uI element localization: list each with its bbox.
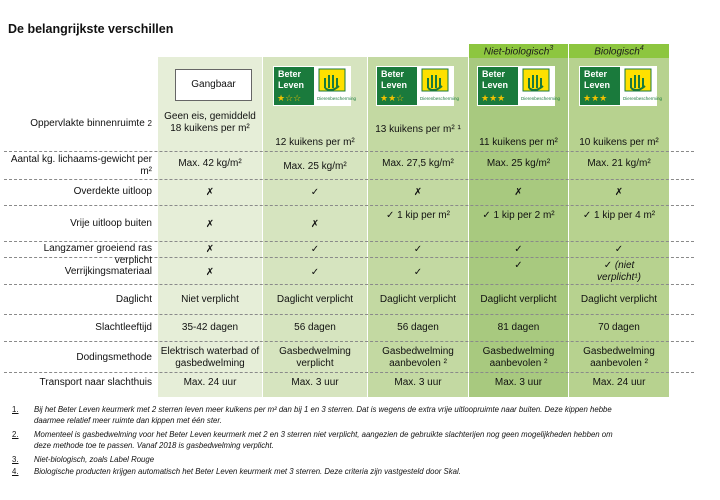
row-label-overdekte-uitloop: Overdekte uitloop [73, 186, 152, 197]
cell-verrijking-bio: ✓ (niet verplicht¹) [597, 260, 641, 283]
cell-overdekte-bl2: ✗ [413, 187, 423, 198]
beter-leven-logo-3-star-niet-bio [477, 66, 561, 106]
cell-overdekte-bl1: ✓ [310, 187, 320, 198]
cell-slacht-bl2: 56 dagen [397, 322, 439, 333]
cell-doding-bl2: Gasbedwelming aanbevolen ² [382, 346, 454, 369]
logo-sub: Dierenbescherming [623, 96, 663, 101]
cell-daglicht-gangbaar: Niet verplicht [181, 294, 239, 305]
cell-vrije-bl3: ✓ 1 kip per 2 m² [482, 210, 555, 221]
row-separator [4, 241, 694, 242]
cell-vrije-bio: ✓ 1 kip per 4 m² [582, 210, 656, 221]
logo-text-line2: Leven [278, 80, 305, 90]
cell-oppervlakte-bl2: 13 kuikens per m² ¹ [375, 124, 461, 135]
beter-leven-logo-3-star-bio [579, 66, 663, 106]
header-niet-bio-text: Niet-biologisch [483, 46, 550, 58]
row-label-slachtleeftijd: Slachtleeftijd [95, 322, 152, 333]
cell-transport-gangbaar: Max. 24 uur [183, 377, 237, 388]
logo-sub: Dierenbescherming [521, 96, 561, 101]
logo-sub: Dierenbescherming [317, 96, 357, 101]
header-biologisch [569, 45, 669, 57]
logo-sub: Dierenbescherming [420, 96, 460, 101]
footnote-number: 3. [12, 455, 19, 464]
logo-text-line1: Beter [278, 69, 302, 79]
footnote-text: Bij het Beter Leven keurmerk met 2 sterren leven meer kuikens per m² dan bij 1 en 3 sterren. Dat is wegens de extra vrije uitloopruimte naar buiten. Deze kippen hebbe [34, 405, 612, 414]
cell-oppervlakte-bl3: 11 kuikens per m² [479, 137, 558, 148]
cell-verrijking-bl1: ✓ [310, 267, 320, 278]
cell-overdekte-gangbaar: ✗ [205, 187, 215, 198]
footnote-number: 1. [12, 405, 19, 414]
cell-ras-bl1: ✓ [310, 244, 320, 255]
row-separator [4, 179, 694, 180]
footnote-text: Biologische producten krijgen automatisch het Beter Leven keurmerk met 3 sterren. Deze criteria zijn vastgesteld door Skal. [34, 467, 461, 476]
page-title: De belangrijkste verschillen [8, 22, 174, 36]
cell-oppervlakte-bio: 10 kuikens per m² [579, 137, 659, 148]
cell-kg-bio: Max. 21 kg/m² [587, 158, 651, 169]
footnote-text: Momenteel is gasbedwelming voor het Beter Leven keurmerk met 2 en 3 sterren niet verplicht, aangezien de gebruikte slachterijen nog geen mogelijkheden hebben om [34, 430, 613, 439]
footnote-text: Niet-biologisch, zoals Label Rouge [34, 455, 155, 464]
row-label-text: Oppervlakte binnenruimte [30, 118, 145, 129]
cell-slacht-bl3: 81 dagen [497, 322, 540, 333]
footnote-number: 4. [12, 467, 19, 476]
row-separator [4, 205, 694, 206]
cell-oppervlakte-bl1: 12 kuikens per m² [275, 137, 355, 148]
header-gangbaar: Gangbaar [175, 69, 252, 101]
cell-ras-bl2: ✓ [413, 244, 423, 255]
logo-text-line2: Leven [381, 80, 408, 90]
cell-ras-gangbaar: ✗ [205, 244, 215, 255]
header-niet-bio-sup: 3 [549, 45, 554, 52]
beter-leven-logo-2-star [376, 66, 460, 106]
cell-daglicht-bl3: Daglicht verplicht [480, 294, 557, 305]
logo-stars: ★★★ [481, 94, 506, 104]
header-bio-text: Biologisch [594, 46, 640, 58]
cell-vrije-bl1: ✗ [310, 219, 320, 230]
footnote-text-cont: daarmee relatief meer ruimte dan kippen met één ster. [34, 416, 222, 425]
cell-transport-bl3: Max. 3 uur [494, 377, 543, 388]
cell-kg-bl3: Max. 25 kg/m² [486, 158, 551, 169]
header-bio-sup: 4 [639, 45, 644, 52]
cell-transport-bio: Max. 24 uur [592, 377, 646, 388]
row-separator [4, 341, 694, 342]
beter-leven-logo-1-star [273, 66, 357, 106]
cell-slacht-gangbaar: 35-42 dagen [181, 322, 239, 333]
row-label-langzamer-ras: Langzamer groeiend ras verplicht [43, 243, 152, 266]
header-niet-biologisch [469, 45, 568, 57]
cell-kg-gangbaar: Max. 42 kg/m² [178, 158, 242, 169]
cell-daglicht-bl2: Daglicht verplicht [379, 294, 457, 305]
row-label-sup: 2 [147, 119, 152, 128]
cell-verrijking-bl2: ✓ [413, 267, 423, 278]
logo-text-line1: Beter [584, 69, 608, 79]
footnote-text-cont: deze methode toe te passen. Vanaf 2018 is gasbedwelming verplicht. [34, 441, 274, 450]
cell-overdekte-bio: ✗ [614, 187, 624, 198]
cell-doding-bio: Gasbedwelming aanbevolen ² [583, 346, 655, 369]
logo-text-line2: Leven [584, 80, 611, 90]
row-label-kg: Aantal kg. lichaams-gewicht per m² [10, 154, 152, 177]
logo-text-line1: Beter [381, 69, 405, 79]
cell-verrijking-gangbaar: ✗ [205, 267, 215, 278]
cell-transport-bl1: Max. 3 uur [291, 377, 339, 388]
logo-text-line2: Leven [482, 80, 509, 90]
cell-kg-bl1: Max. 25 kg/m² [283, 161, 347, 172]
cell-vrije-bl2: ✓ 1 kip per m² [386, 210, 450, 221]
cell-doding-gangbaar: Elektrisch waterbad of gasbedwelming [160, 346, 260, 369]
cell-slacht-bio: 70 dagen [598, 322, 640, 333]
logo-stars: ★☆☆ [277, 94, 302, 104]
cell-doding-bl3: Gasbedwelming aanbevolen ² [482, 346, 555, 369]
row-label-dodingsmethode: Dodingsmethode [76, 352, 152, 363]
cell-vrije-gangbaar: ✗ [205, 219, 215, 230]
logo-text-line1: Beter [482, 69, 506, 79]
cell-kg-bl2: Max. 27,5 kg/m² [382, 158, 454, 169]
row-separator [4, 372, 694, 373]
row-separator [4, 284, 694, 285]
cell-ras-bl3: ✓ [514, 244, 523, 255]
cell-verrijking-bl3: ✓ [514, 260, 523, 271]
row-label-transport: Transport naar slachthuis [39, 377, 152, 388]
cell-oppervlakte-gangbaar: Geen eis, gemiddeld 18 kuikens per m² [164, 111, 256, 134]
cell-transport-bl2: Max. 3 uur [394, 377, 442, 388]
cell-daglicht-bl1: Daglicht verplicht [276, 294, 354, 305]
row-separator [4, 314, 694, 315]
cell-daglicht-bio: Daglicht verplicht [580, 294, 658, 305]
cell-overdekte-bl3: ✗ [514, 187, 523, 198]
cell-doding-bl1: Gasbedwelming verplicht [279, 346, 351, 369]
logo-stars: ★★★ [583, 94, 608, 104]
footnote-number: 2. [12, 430, 19, 439]
cell-ras-bio: ✓ [614, 244, 624, 255]
row-label-oppervlakte [4, 118, 152, 130]
cell-slacht-bl1: 56 dagen [294, 322, 336, 333]
row-label-vrije-uitloop: Vrije uitloop buiten [70, 218, 152, 229]
row-label-daglicht: Daglicht [115, 294, 152, 305]
row-label-verrijkingsmateriaal: Verrijkingsmateriaal [64, 266, 152, 277]
row-separator [4, 151, 694, 152]
logo-stars: ★★☆ [380, 94, 405, 104]
